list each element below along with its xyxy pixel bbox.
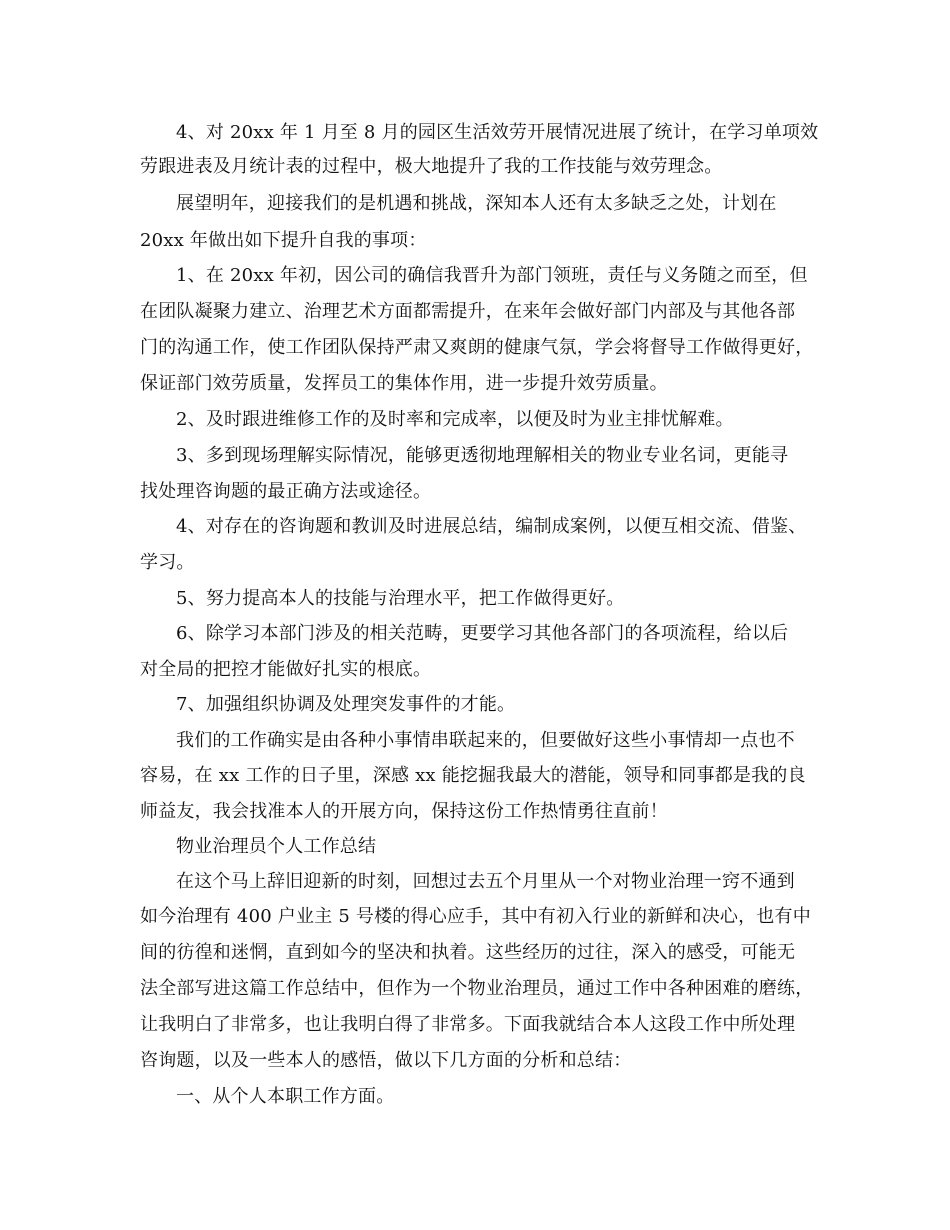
paragraph-line: 劳跟进表及月统计表的过程中，极大地提升了我的工作技能与效劳理念。 (140, 156, 723, 177)
paragraph-line: 在团队凝聚力建立、治理艺术方面都需提升，在来年会做好部门内部及与其他各部 (140, 301, 796, 322)
paragraph-line: 如今治理有 400 户业主 5 号楼的得心应手，其中有初入行业的新鲜和决心，也有中 (140, 906, 811, 927)
paragraph-line: 一、从个人本职工作方面。 (176, 1086, 395, 1107)
paragraph-line: 间的彷徨和迷惘，直到如今的坚决和执着。这些经历的过往，深入的感受，可能无 (140, 942, 796, 963)
section-heading: 物业治理员个人工作总结 (176, 836, 377, 857)
paragraph-line: 我们的工作确实是由各种小事情串联起来的，但要做好这些小事情却一点也不 (176, 730, 795, 751)
paragraph-line: 1、在 20xx 年初，因公司的确信我晋升为部门领班，责任与义务随之而至，但 (176, 265, 808, 286)
paragraph-line: 6、除学习本部门涉及的相关范畴，更要学习其他各部门的各项流程，给以后 (176, 623, 789, 644)
paragraph-line: 师益友，我会找准本人的开展方向，保持这份工作热情勇往直前！ (140, 801, 668, 822)
paragraph-line: 4、对 20xx 年 1 月至 8 月的园区生活效劳开展情况进展了统计，在学习单项效 (176, 122, 819, 143)
paragraph-line: 咨询题，以及一些本人的感悟，做以下几方面的分析和总结： (140, 1050, 632, 1071)
paragraph-line: 2、及时跟进维修工作的及时率和完成率，以便及时为业主排忧解难。 (176, 409, 734, 430)
paragraph-line: 保证部门效劳质量，发挥员工的集体作用，进一步提升效劳质量。 (140, 373, 668, 394)
paragraph-line: 4、对存在的咨询题和教训及时进展总结，编制成案例，以便互相交流、借鉴、 (176, 516, 807, 537)
paragraph-line: 20xx 年做出如下提升自我的事项： (140, 230, 427, 251)
paragraph-line: 对全局的把控才能做好扎实的根底。 (140, 659, 432, 680)
paragraph-line: 找处理咨询题的最正确方法或途径。 (140, 481, 432, 502)
paragraph-line: 让我明白了非常多，也让我明白得了非常多。下面我就结合本人这段工作中所处理 (140, 1014, 796, 1035)
paragraph-line: 法全部写进这篇工作总结中，但作为一个物业治理员，通过工作中各种困难的磨练， (140, 978, 814, 999)
paragraph-line: 在这个马上辞旧迎新的时刻，回想过去五个月里从一个对物业治理一窍不通到 (176, 871, 795, 892)
paragraph-line: 3、多到现场理解实际情况，能够更透彻地理解相关的物业专业名词，更能寻 (176, 445, 789, 466)
paragraph-line: 7、加强组织协调及处理突发事件的才能。 (176, 694, 516, 715)
paragraph-line: 学习。 (140, 552, 195, 573)
paragraph-line: 展望明年，迎接我们的是机遇和挑战，深知本人还有太多缺乏之处，计划在 (176, 193, 777, 214)
paragraph-line: 门的沟通工作，使工作团队保持严肃又爽朗的健康气氛，学会将督导工作做得更好， (140, 337, 814, 358)
paragraph-line: 5、努力提高本人的技能与治理水平，把工作做得更好。 (176, 588, 625, 609)
paragraph-line: 容易，在 xx 工作的日子里，深感 xx 能挖掘我最大的潜能，领导和同事都是我的良 (140, 765, 806, 786)
